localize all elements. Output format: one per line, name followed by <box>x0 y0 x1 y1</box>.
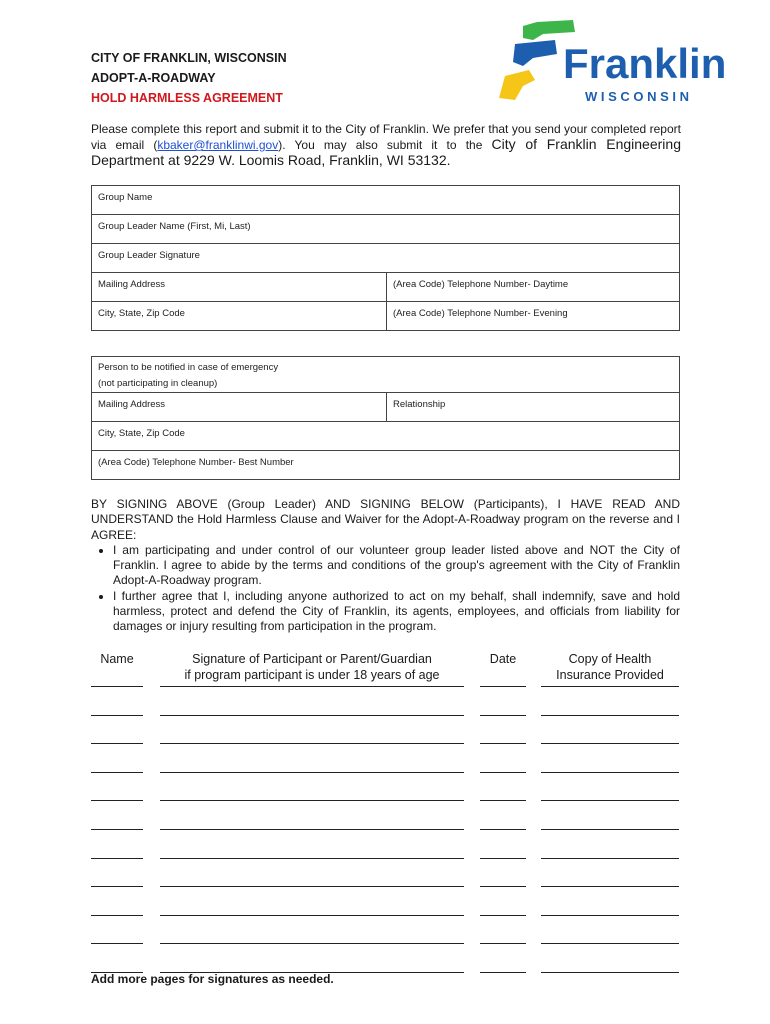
date-signature-line[interactable] <box>480 829 526 830</box>
emergency-person-field[interactable] <box>92 357 680 393</box>
insurance-signature-line[interactable] <box>541 686 679 687</box>
logo-yellow-shape <box>499 70 535 100</box>
column-date-label: Date <box>489 652 517 666</box>
emergency-city-state-zip-field[interactable]: City, State, Zip Code <box>92 422 680 451</box>
insurance-signature-line[interactable] <box>541 800 679 801</box>
signature-signature-line[interactable] <box>160 886 464 887</box>
date-signature-line[interactable] <box>480 943 526 944</box>
date-signature-line[interactable] <box>480 743 526 744</box>
insurance-signature-line[interactable] <box>541 772 679 773</box>
name-signature-line[interactable] <box>91 829 143 830</box>
relationship-field[interactable]: Relationship <box>387 393 680 422</box>
signature-signature-line[interactable] <box>160 858 464 859</box>
column-name-label: Name <box>100 652 134 666</box>
phone-daytime-field[interactable]: (Area Code) Telephone Number- Daytime <box>387 273 680 302</box>
franklin-logo <box>493 18 743 108</box>
signature-signature-line[interactable] <box>160 772 464 773</box>
date-signature-line[interactable] <box>480 686 526 687</box>
document-header <box>91 48 287 108</box>
logo-blue-shape <box>513 40 557 66</box>
name-signature-line[interactable] <box>91 715 143 716</box>
agreement-list <box>91 543 680 635</box>
intro-text-1: Please complete this report and submit it to the City of Franklin. We prefer that you send your completed report via email ( <box>91 122 681 152</box>
insurance-signature-line[interactable] <box>541 743 679 744</box>
signature-signature-line[interactable] <box>160 686 464 687</box>
logo-green-shape <box>523 20 575 40</box>
mailing-address-field[interactable]: Mailing Address <box>92 273 387 302</box>
insurance-signature-line[interactable] <box>541 972 679 973</box>
insurance-signature-line[interactable] <box>541 829 679 830</box>
instructions-paragraph <box>91 122 681 169</box>
agreement-bullet: • I am participating and under control of our volunteer group leader listed above and NOT the City of Franklin. I agree to abide by the terms and conditions of the group's agreement with the City of Franklin Adopt-A-Roadway program. <box>113 543 680 589</box>
emergency-mailing-address-field[interactable]: Mailing Address <box>92 393 387 422</box>
insurance-signature-line[interactable] <box>541 858 679 859</box>
agreement-intro: BY SIGNING ABOVE (Group Leader) AND SIGNING BELOW (Participants), I HAVE READ AND UNDERSTAND the Hold Harmless Clause and Waiver for the Adopt-A-Roadway program on the reverse and I AGREE: <box>91 497 680 542</box>
name-signature-line[interactable] <box>91 943 143 944</box>
logo-subtitle: W I S C O N S I N <box>585 89 690 104</box>
date-signature-line[interactable] <box>480 772 526 773</box>
name-signature-line[interactable] <box>91 800 143 801</box>
date-signature-line[interactable] <box>480 915 526 916</box>
footer-note: Add more pages for signatures as needed. <box>91 972 334 986</box>
leader-name-field[interactable]: Group Leader Name (First, Mi, Last) <box>92 215 680 244</box>
name-signature-line[interactable] <box>91 886 143 887</box>
column-insurance-label-2: Insurance Provided <box>556 668 664 682</box>
emergency-person-label: Person to be notified in case of emergency <box>98 362 279 373</box>
emergency-person-note: (not participating in cleanup) <box>98 378 218 389</box>
leader-signature-field[interactable]: Group Leader Signature <box>92 244 680 273</box>
signature-signature-line[interactable] <box>160 800 464 801</box>
group-info-table <box>91 185 680 331</box>
column-header-date <box>480 651 526 667</box>
email-link[interactable]: kbaker@franklinwi.gov <box>157 138 279 152</box>
name-signature-line[interactable] <box>91 858 143 859</box>
intro-text-2: ). You may also submit it to the <box>278 138 492 152</box>
insurance-signature-line[interactable] <box>541 886 679 887</box>
column-insurance-label: Copy of Health <box>568 652 652 666</box>
name-signature-line[interactable] <box>91 772 143 773</box>
column-signature-note: if program participant is under 18 years of age <box>184 668 440 682</box>
header-program: ADOPT-A-ROADWAY <box>91 71 216 85</box>
date-signature-line[interactable] <box>480 800 526 801</box>
date-signature-line[interactable] <box>480 858 526 859</box>
column-header-insurance <box>541 651 679 683</box>
header-agreement-title: HOLD HARMLESS AGREEMENT <box>91 91 283 105</box>
city-state-zip-field[interactable]: City, State, Zip Code <box>92 302 387 331</box>
insurance-signature-line[interactable] <box>541 943 679 944</box>
logo-wordmark: Franklin <box>563 40 727 87</box>
name-signature-line[interactable] <box>91 743 143 744</box>
date-signature-line[interactable] <box>480 886 526 887</box>
phone-evening-field[interactable]: (Area Code) Telephone Number- Evening <box>387 302 680 331</box>
intro-address: City of Franklin Engineering Department at 9229 W. Loomis Road, Franklin, WI 53132. <box>91 136 681 168</box>
column-header-signature <box>160 651 464 683</box>
signature-signature-line[interactable] <box>160 915 464 916</box>
agreement-text <box>91 497 680 635</box>
group-name-field[interactable]: Group Name <box>92 186 680 215</box>
agreement-bullet: • I further agree that I, including anyone authorized to act on my behalf, shall indemnify, save and hold harmless, protect and defend the City of Franklin, its agents, employees, and officials from liability for damages or injury resulting from participation in the program. <box>113 589 680 635</box>
name-signature-line[interactable] <box>91 686 143 687</box>
emergency-contact-table <box>91 356 680 480</box>
header-city: CITY OF FRANKLIN, WISCONSIN <box>91 51 287 65</box>
emergency-phone-field[interactable]: (Area Code) Telephone Number- Best Number <box>92 451 680 480</box>
signature-signature-line[interactable] <box>160 829 464 830</box>
insurance-signature-line[interactable] <box>541 715 679 716</box>
date-signature-line[interactable] <box>480 972 526 973</box>
column-signature-label: Signature of Participant or Parent/Guardian <box>192 652 432 666</box>
column-header-name <box>91 651 143 667</box>
name-signature-line[interactable] <box>91 915 143 916</box>
insurance-signature-line[interactable] <box>541 915 679 916</box>
date-signature-line[interactable] <box>480 715 526 716</box>
signature-signature-line[interactable] <box>160 943 464 944</box>
signature-signature-line[interactable] <box>160 715 464 716</box>
signature-signature-line[interactable] <box>160 743 464 744</box>
